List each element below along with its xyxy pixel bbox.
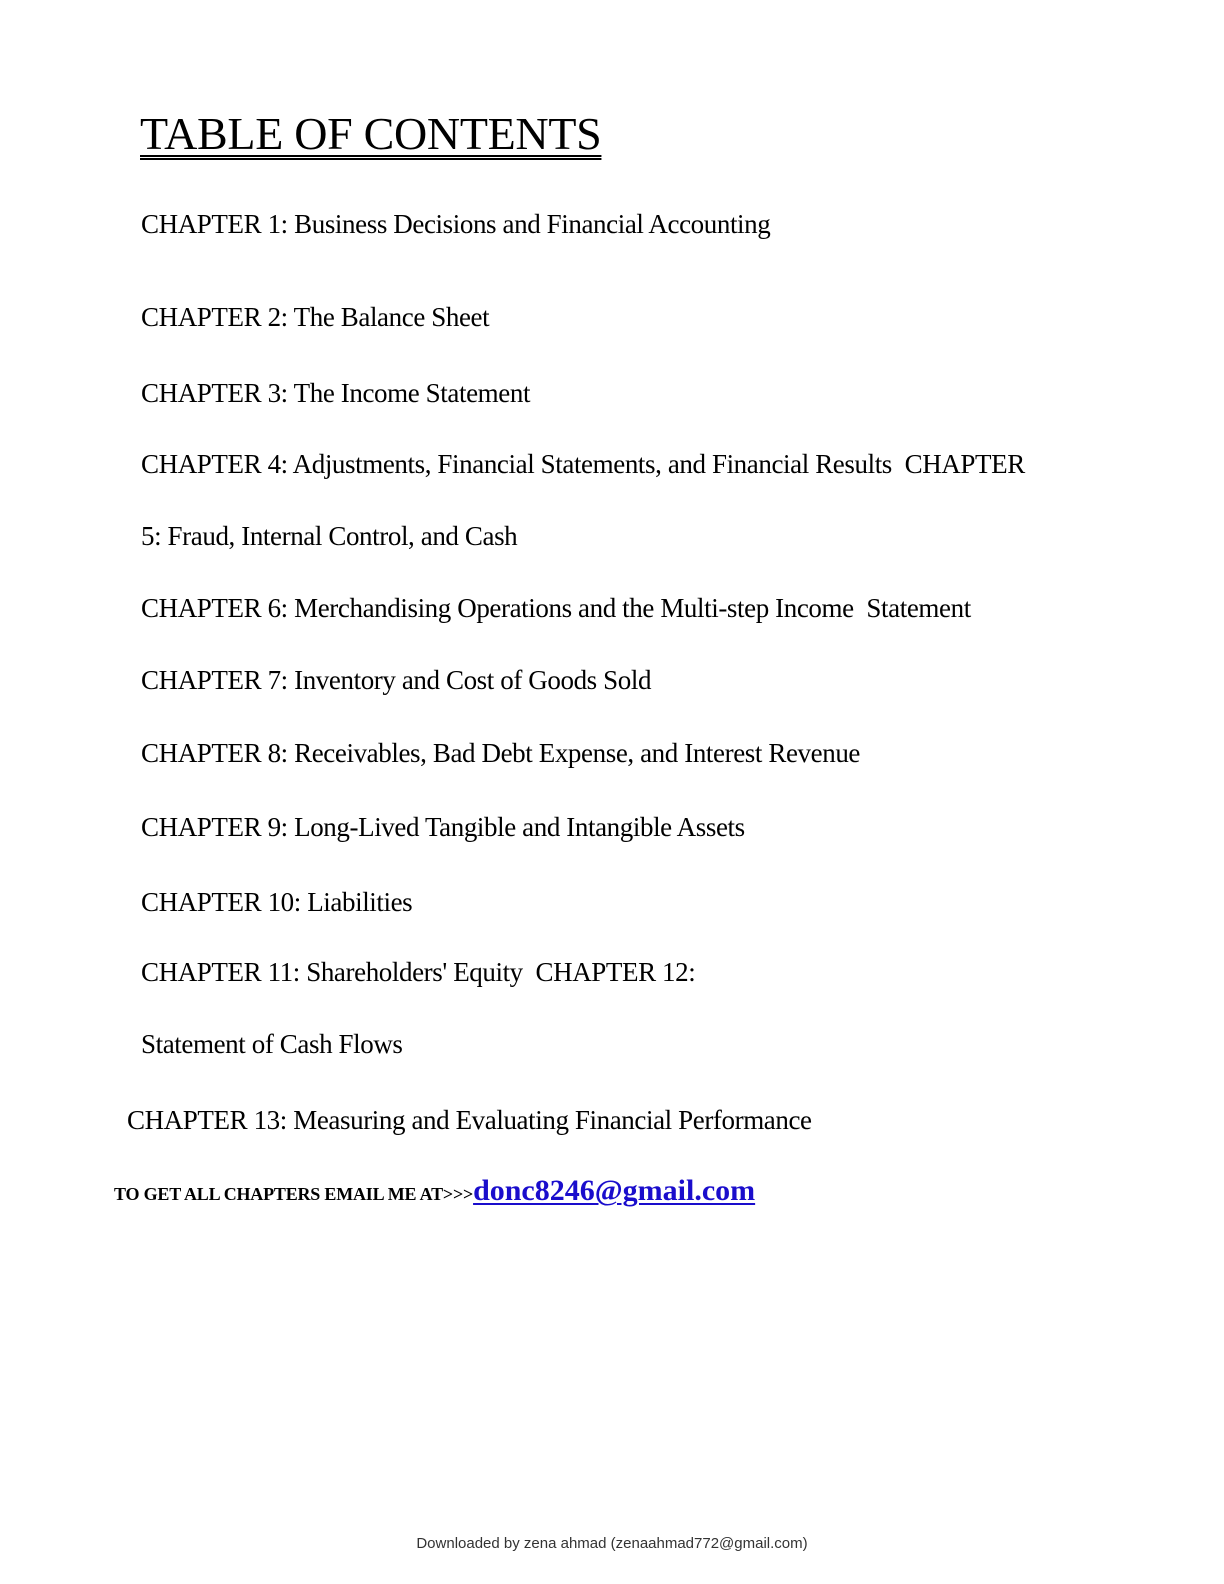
toc-entry-chapter-4: CHAPTER 4: Adjustments, Financial Statements, and Financial Results CHAPTER — [141, 449, 1025, 479]
toc-entry-chapter-9: CHAPTER 9: Long-Lived Tangible and Intangible Assets — [141, 812, 745, 842]
toc-entry-chapter-1: CHAPTER 1: Business Decisions and Financial Accounting — [141, 209, 771, 239]
toc-entry-chapter-11: CHAPTER 11: Shareholders' Equity CHAPTER 12: — [141, 957, 696, 987]
toc-entry-chapter-8: CHAPTER 8: Receivables, Bad Debt Expense, and Interest Revenue — [141, 738, 861, 768]
toc-entry-chapter-5: 5: Fraud, Internal Control, and Cash — [141, 521, 518, 551]
toc-entry-chapter-12: Statement of Cash Flows — [141, 1029, 403, 1059]
page-title: TABLE OF CONTENTS — [140, 108, 602, 159]
cta-label: TO GET ALL CHAPTERS EMAIL ME AT>>> — [114, 1184, 474, 1204]
download-watermark: Downloaded by zena ahmad (zenaahmad772@gmail.com) — [416, 1535, 808, 1552]
email-link[interactable]: donc8246@gmail.com — [473, 1174, 756, 1207]
toc-entry-chapter-6: CHAPTER 6: Merchandising Operations and the Multi-step Income Statement — [141, 593, 971, 623]
toc-entry-chapter-13: CHAPTER 13: Measuring and Evaluating Financial Performance — [127, 1105, 812, 1135]
toc-entry-chapter-3: CHAPTER 3: The Income Statement — [141, 378, 531, 408]
email-call-to-action — [114, 1174, 755, 1208]
toc-entry-chapter-10: CHAPTER 10: Liabilities — [141, 887, 413, 917]
toc-entry-chapter-2: CHAPTER 2: The Balance Sheet — [141, 302, 490, 332]
toc-entry-chapter-7: CHAPTER 7: Inventory and Cost of Goods Sold — [141, 665, 652, 695]
